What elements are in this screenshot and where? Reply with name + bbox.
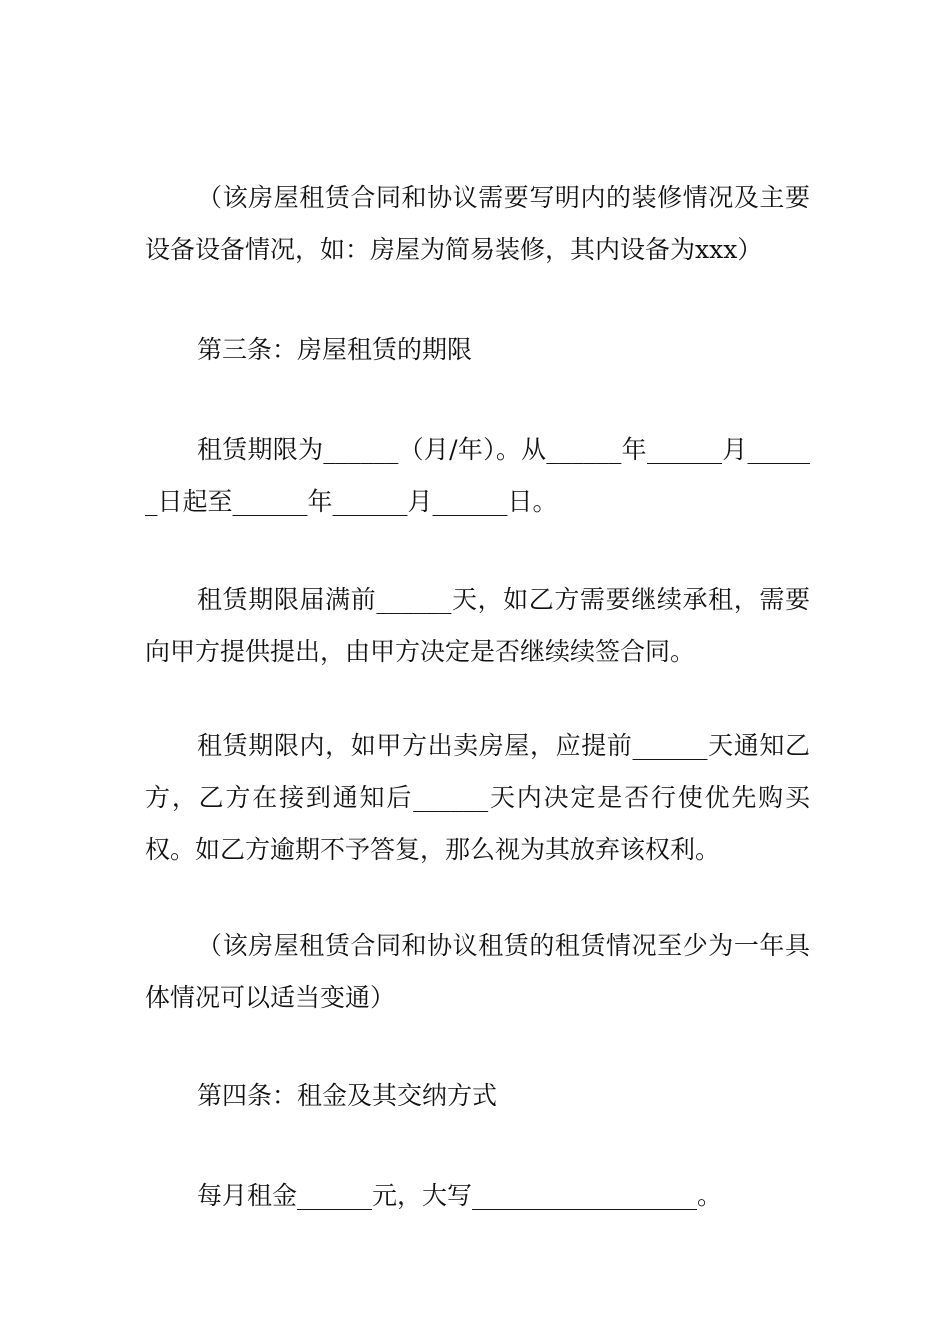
paragraph-term-note: （该房屋租赁合同和协议租赁的租赁情况至少为一年具体情况可以适当变通） xyxy=(145,931,810,1012)
paragraph-monthly-rent: 每月租金______元，大写__________________。 xyxy=(197,1181,723,1210)
paragraph-lease-term: 租赁期限为______（月/年）。从______年______月______日起至______年______月______日。 xyxy=(145,435,810,516)
paragraph-renewal: 租赁期限届满前______天，如乙方需要继续承租，需要向甲方提供提出，由甲方决定是否继续续签合同。 xyxy=(145,585,810,666)
paragraph-preemptive-right: 租赁期限内，如甲方出卖房屋，应提前______天通知乙方，乙方在接到通知后______天内决定是否行使优先购买权。如乙方逾期不予答复，那么视为其放弃该权利。 xyxy=(145,731,810,864)
heading-article-four: 第四条：租金及其交纳方式 xyxy=(197,1081,498,1110)
paragraph-decoration-note: （该房屋租赁合同和协议需要写明内的装修情况及主要设备设备情况，如：房屋为简易装修，其内设备为xxx） xyxy=(145,183,810,264)
heading-article-three: 第三条：房屋租赁的期限 xyxy=(197,335,473,364)
